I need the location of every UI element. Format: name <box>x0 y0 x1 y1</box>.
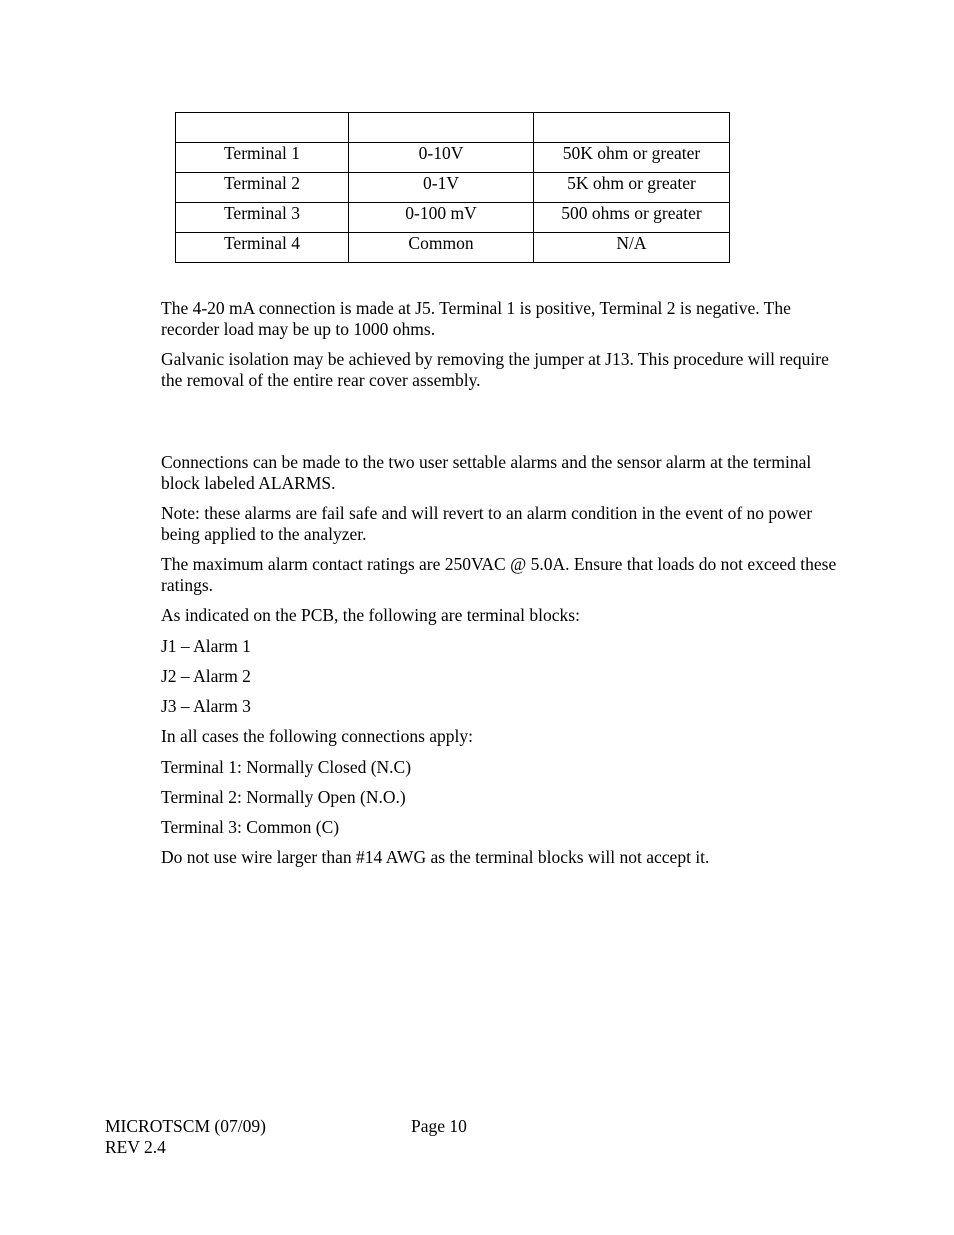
connections-apply-line: In all cases the following connections apply: <box>161 726 474 746</box>
galvanic-isolation-paragraph: Galvanic isolation may be achieved by removing the jumper at J13. This procedure will require the removal of the entire rear cover assembly. <box>161 349 829 390</box>
table-row <box>176 173 730 203</box>
output-terminal-table <box>175 112 730 263</box>
table-cell: 0-100 mV <box>349 203 534 233</box>
table-cell: Terminal 2 <box>176 173 349 203</box>
terminal-blocks-intro: As indicated on the PCB, the following are terminal blocks: <box>161 605 580 625</box>
table-cell: 500 ohms or greater <box>534 203 730 233</box>
terminal-3-line: Terminal 3: Common (C) <box>161 817 340 837</box>
terminal-block-j3: J3 – Alarm 3 <box>161 696 251 716</box>
table-header-cell <box>534 113 730 143</box>
footer-revision: REV 2.4 <box>105 1137 166 1157</box>
fail-safe-note-paragraph: Note: these alarms are fail safe and will revert to an alarm condition in the event of no power being applied to the analyzer. <box>161 503 813 544</box>
terminal-1-line: Terminal 1: Normally Closed (N.C) <box>161 757 412 777</box>
terminal-2-line: Terminal 2: Normally Open (N.O.) <box>161 787 406 807</box>
table-cell: 5K ohm or greater <box>534 173 730 203</box>
table-row <box>176 203 730 233</box>
table-cell: Terminal 4 <box>176 233 349 263</box>
contact-ratings-paragraph: The maximum alarm contact ratings are 250VAC @ 5.0A. Ensure that loads do not exceed these ratings. <box>161 554 837 595</box>
ma-connection-paragraph: The 4-20 mA connection is made at J5. Terminal 1 is positive, Terminal 2 is negative. The recorder load may be up to 1000 ohms. <box>161 298 791 339</box>
table-cell: 0-10V <box>349 143 534 173</box>
terminal-block-j2: J2 – Alarm 2 <box>161 666 251 686</box>
table-cell: Common <box>349 233 534 263</box>
table-cell: 50K ohm or greater <box>534 143 730 173</box>
footer-page-number: Page 10 <box>411 1116 467 1136</box>
table-header-row <box>176 113 730 143</box>
wire-gauge-warning: Do not use wire larger than #14 AWG as the terminal blocks will not accept it. <box>161 847 710 867</box>
footer-doc-id: MICROTSCM (07/09) <box>105 1116 266 1136</box>
table-cell: Terminal 3 <box>176 203 349 233</box>
table-header-cell <box>176 113 349 143</box>
footer-doc-info <box>105 1116 266 1158</box>
table-row <box>176 233 730 263</box>
table-cell: Terminal 1 <box>176 143 349 173</box>
table-header-cell <box>349 113 534 143</box>
table-row <box>176 143 730 173</box>
table-cell: N/A <box>534 233 730 263</box>
alarm-connections-paragraph: Connections can be made to the two user settable alarms and the sensor alarm at the terminal block labeled ALARMS. <box>161 452 812 493</box>
table-cell: 0-1V <box>349 173 534 203</box>
terminal-block-j1: J1 – Alarm 1 <box>161 636 251 656</box>
